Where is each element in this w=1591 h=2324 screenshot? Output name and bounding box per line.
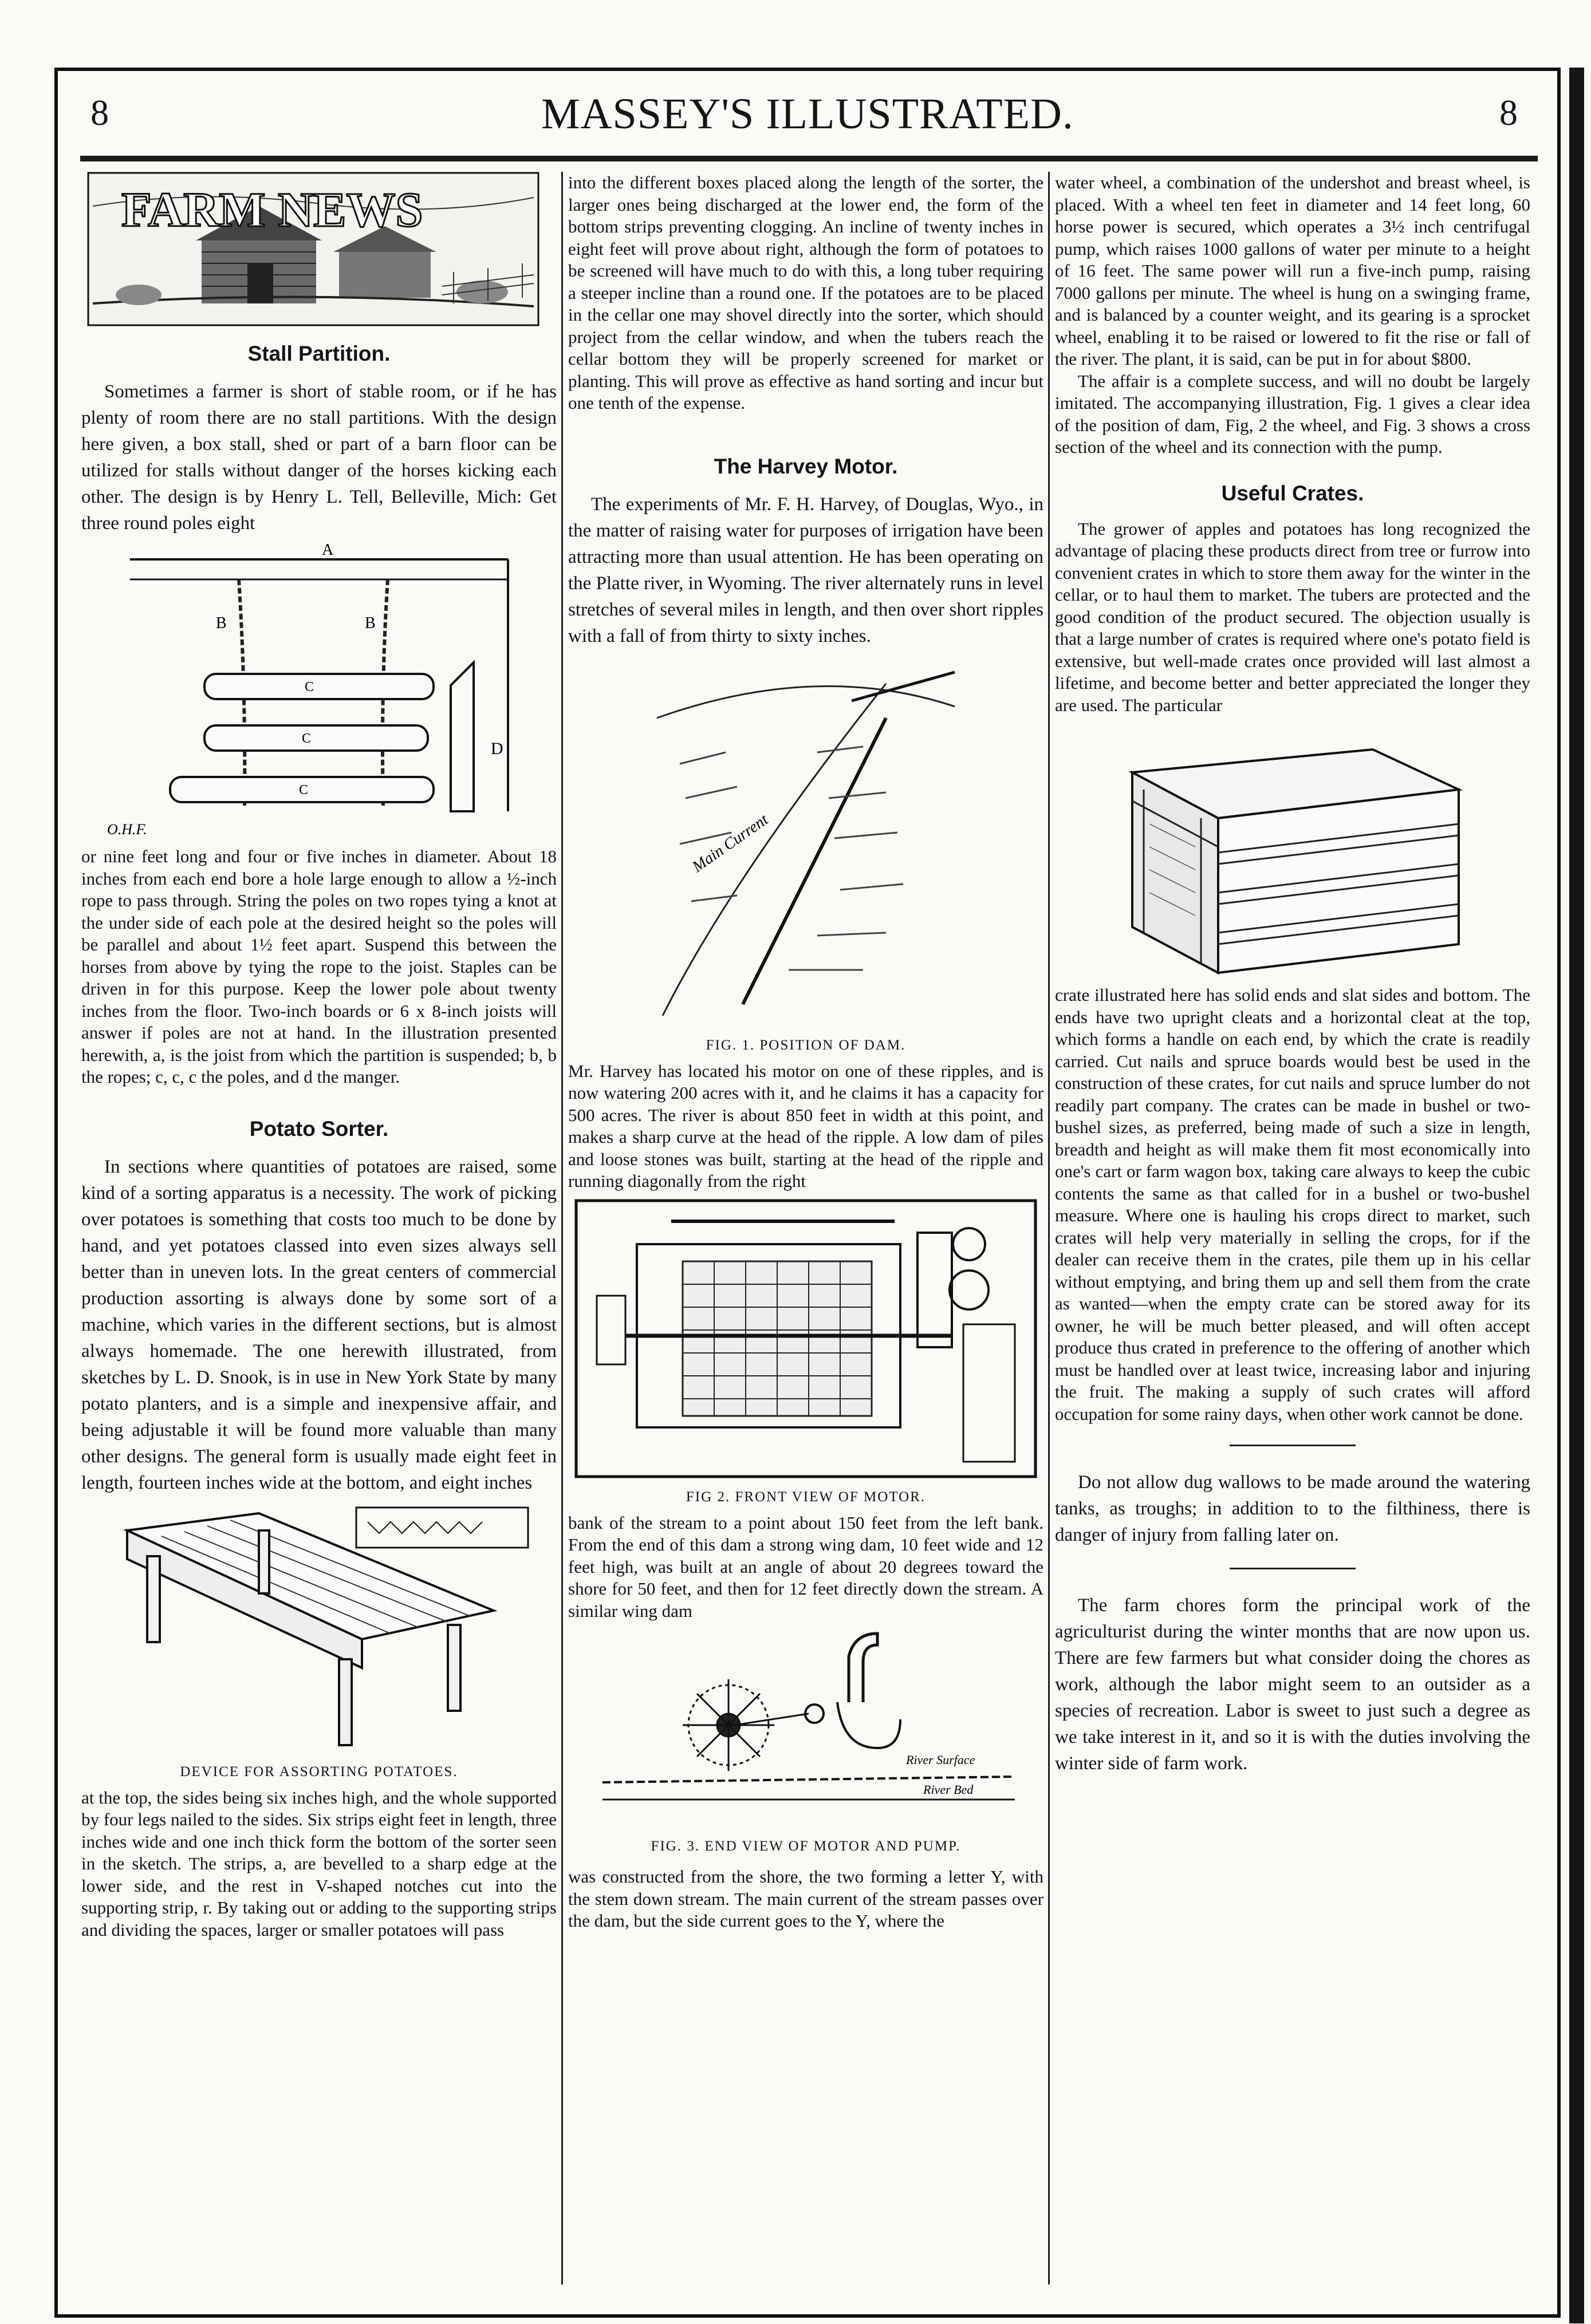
- label-c-2: C: [302, 731, 312, 746]
- section-separator: [1230, 1445, 1356, 1446]
- label-b-right: B: [365, 614, 376, 632]
- wallows-paragraph: Do not allow dug wallows to be made around the watering tanks, as troughs; in addition to to the filthiness, there is danger of injury from falling later on.: [1055, 1472, 1530, 1545]
- label-main-current: Main Current: [689, 810, 771, 876]
- harvey-paragraph-4: was constructed from the shore, the two forming a letter Y, with the stem down stream. The main current of the stream passes over the dam, but the side current goes to the Y, where the: [568, 1867, 1043, 1931]
- fig3-caption: FIG. 3. END VIEW OF MOTOR AND PUMP.: [651, 1838, 961, 1854]
- page-edge-bar: [1569, 68, 1584, 2323]
- label-b-left: B: [216, 614, 227, 632]
- publication-title: MASSEY'S ILLUSTRATED.: [541, 90, 1074, 138]
- harvey-conclusion: The affair is a complete success, and will no doubt be largely imitated. The accompanying illustration, Fig. 1 gives a clear idea of the position of dam, Fig, 2 the wheel, and Fig. 3 shows a cross section of the wheel and its connection with the pump.: [1055, 370, 1530, 457]
- fig2-motor-front-view: [574, 1198, 1038, 1479]
- stall-paragraph-2: or nine feet long and four or five inches in diameter. About 18 inches from each end bore a hole large enough to allow a ½-inch rope to pass through. String the poles on two ropes tying a knot at the under side of each pole at the desired height so the poles will be parallel and about 1½ feet apart. Suspend this between the horses from above by tying the rope to the joist. Staples can be driven in for this purpose. Keep the lower pole about twenty inches from the floor. Two-inch boards or 6 x 8-inch joists will answer if poles are not at hand. In the illustration presented herewith, a, is the joist from which the partition is suspended; b, b the ropes; c, c, c the poles, and d the manger.: [81, 846, 557, 1087]
- fig1-dam-position: [645, 649, 966, 1027]
- label-river-surface: River Surface: [906, 1753, 975, 1767]
- stall-partition-figure: [96, 536, 542, 846]
- label-c-3: C: [299, 783, 309, 798]
- potato-continued: into the different boxes placed along the length of the sorter, the larger ones being discharged at the lower end, the form of the bottom strips preventing clogging. An incline of twenty inches in eight feet will prove about right, although the form of potatoes to be screened will have much to do with this, a long tuber requiring a steeper incline than a round one. If the potatoes are to be placed in the cellar one may shovel directly into the sorter, which should project from the cellar window, and when the tubers reach the cellar bottom they will be properly screened for market or planting. This will prove as effective as hand sorting and incur but one tenth of the expense.: [568, 172, 1043, 413]
- fig1-caption: FIG. 1. POSITION OF DAM.: [706, 1037, 906, 1053]
- fig2-caption: FIG 2. FRONT VIEW OF MOTOR.: [686, 1489, 926, 1505]
- label-c-1: C: [305, 680, 314, 695]
- crates-paragraph-2: crate illustrated here has solid ends and slat sides and bottom. The ends have two upright cleats and a horizontal cleat at the top, which forms a handle on each end, by which the crate is readily carried. Cut nails and spruce boards would best be used in the construction of these crates, for cut nails and spruce lumber do not readily part company. The crates can be made in bushel or two-bushel sizes, as preferred, being made of such a size in length, breadth and height as will make them fit most economically into one's cart or farm wagon box, taking care always to keep the cubic contents the same as that called for in a bushel or two-bushel measure. Where one is hauling his crops direct to market, such crates will help very materially in selling the crops, for if the dealer can receive them in the crates, pile them up in his cellar without emptying, and bring them up and sell them from the crate as wanted—when the empty crate can be stored away for its owner, he will be much better pleased, and will often accept produce thus crated in preference to the offering of another which must be handled over at least twice, increasing labor and injuring the fruit. The making a supply of such crates will afford occupation for some rainy days, when other work cannot be done.: [1055, 985, 1530, 1424]
- label-a: A: [322, 541, 334, 559]
- heading-useful-crates: Useful Crates.: [1221, 481, 1364, 505]
- column-3: [1055, 172, 1530, 2290]
- chores-paragraph: The farm chores form the principal work of the agriculturist during the winter months that are now upon us. There are few farmers but what consider doing the chores as work, although the labor might seem to an outsider as a species of recreation. Labor is sweet to just such a degree as we take interest in it, and so it is with the duties involving the winter side of farm work.: [1055, 1595, 1530, 1774]
- label-river-bed: River Bed: [923, 1782, 974, 1797]
- header-rule: [80, 156, 1538, 161]
- harvey-paragraph-1: The experiments of Mr. F. H. Harvey, of Douglas, Wyo., in the matter of raising water for purposes of irrigation have been attracting more than usual attention. He has been operating on the Platte river, in Wyoming. The river alternately runs in level stretches of several miles in length, and then over short ripples with a fall of from thirty to sixty inches.: [568, 494, 1043, 646]
- heading-stall-partition: Stall Partition.: [247, 342, 391, 365]
- heading-harvey-motor: The Harvey Motor.: [714, 454, 898, 478]
- stall-paragraph-1: Sometimes a farmer is short of stable room, or if he has plenty of room there are no stall partitions. With the design here given, a box stall, shed or part of a barn floor can be utilized for stalls without danger of the horses kicking each other. The design is by Henry L. Tell, Belleville, Mich: Get three round poles eight: [81, 381, 557, 534]
- logo-text: FARM NEWS: [121, 182, 423, 237]
- heading-potato-sorter: Potato Sorter.: [249, 1116, 389, 1141]
- page-number-right: 8: [1499, 92, 1518, 133]
- farm-news-logo: [87, 172, 539, 326]
- harvey-paragraph-3: bank of the stream to a point about 150 feet from the left bank. From the end of this dam a strong wing dam, 10 feet wide and 12 feet high, was built at an angle of about 20 degrees toward the shore for 50 feet, and then for 12 feet directly down the stream. A similar wing dam: [568, 1512, 1043, 1621]
- page-number-left: 8: [90, 92, 109, 133]
- column-divider: [561, 172, 563, 2284]
- harvey-paragraph-2: Mr. Harvey has located his motor on one of these ripples, and is now watering 200 acres with it, and he claims it has a capacity for 500 acres. The river is about 850 feet in width at this point, and makes a sharp curve at the head of the ripple. A low dam of piles and loose stones was built, starting at the head of the ripple and running diagonally from the right: [568, 1060, 1043, 1191]
- column-2: [568, 172, 1043, 2290]
- fig3-motor-and-pump: [580, 1622, 1032, 1828]
- illustrator-signature: O.H.F.: [107, 821, 147, 838]
- potato-sorter-figure: [93, 1496, 545, 1754]
- crate-figure: [1086, 721, 1499, 984]
- crates-paragraph-1: The grower of apples and potatoes has long recognized the advantage of placing these products direct from tree or furrow into convenient crates in which to store them away for the winter in the cellar, or to haul them to market. The tubers are protected and the good condition of the product secured. The objection usually is that a large number of crates is required where one's potato field is extensive, but well-made crates once provided will last almost a lifetime, and become better and better appreciated the longer they are used. The particular: [1055, 518, 1530, 715]
- column-divider: [1048, 172, 1050, 2284]
- section-separator: [1230, 1568, 1356, 1569]
- harvey-continued: water wheel, a combination of the undershot and breast wheel, is placed. With a wheel ten feet in diameter and 14 feet long, 60 horse power is secured, which operates a 3½ inch centrifugal pump, which raises 1000 gallons of water per minute to a height of 16 feet. The same power will run a five-inch pump, raising 7000 gallons per minute. The wheel is hung on a swinging frame, and is balanced by a counter weight, and its gearing is a sprocket wheel, enabling it to be raised or lowered to fit the rise or fall of the river. The plant, it is said, can be put in for about $800.: [1055, 172, 1530, 369]
- potato-paragraph-1: In sections where quantities of potatoes are raised, some kind of a sorting apparatus is a necessity. The work of picking over potatoes is something that costs too much to be done by hand, and yet potatoes classed into even sizes always sell better than in uneven lots. In the great centers of commercial production assorting is always done by some sort of a machine, which varies in the different sections, but is almost always homemade. The one herewith illustrated, from sketches by L. D. Snook, is in use in New York State by many potato planters, and is a simple and inexpensive affair, and being adjustable it will be found more valuable than many other designs. The general form is usually made eight feet in length, fourteen inches wide at the bottom, and eight inches: [81, 1156, 557, 1493]
- potato-paragraph-2: at the top, the sides being six inches high, and the whole supported by four legs nailed to the sides. Six strips eight feet in length, three inches wide and one inch thick form the bottom of the sorter seen in the sketch. The strips, a, are bevelled to a sharp edge at the lower side, and the rest in V-shaped notches cut into the supporting strip, r. By taking out or adding to the supporting strips and dividing the spaces, larger or smaller potatoes will pass: [81, 1787, 557, 1940]
- potato-sorter-caption: DEVICE FOR ASSORTING POTATOES.: [180, 1763, 458, 1780]
- label-d: D: [491, 739, 503, 758]
- masthead: [80, 92, 1535, 137]
- column-1: [81, 172, 557, 2290]
